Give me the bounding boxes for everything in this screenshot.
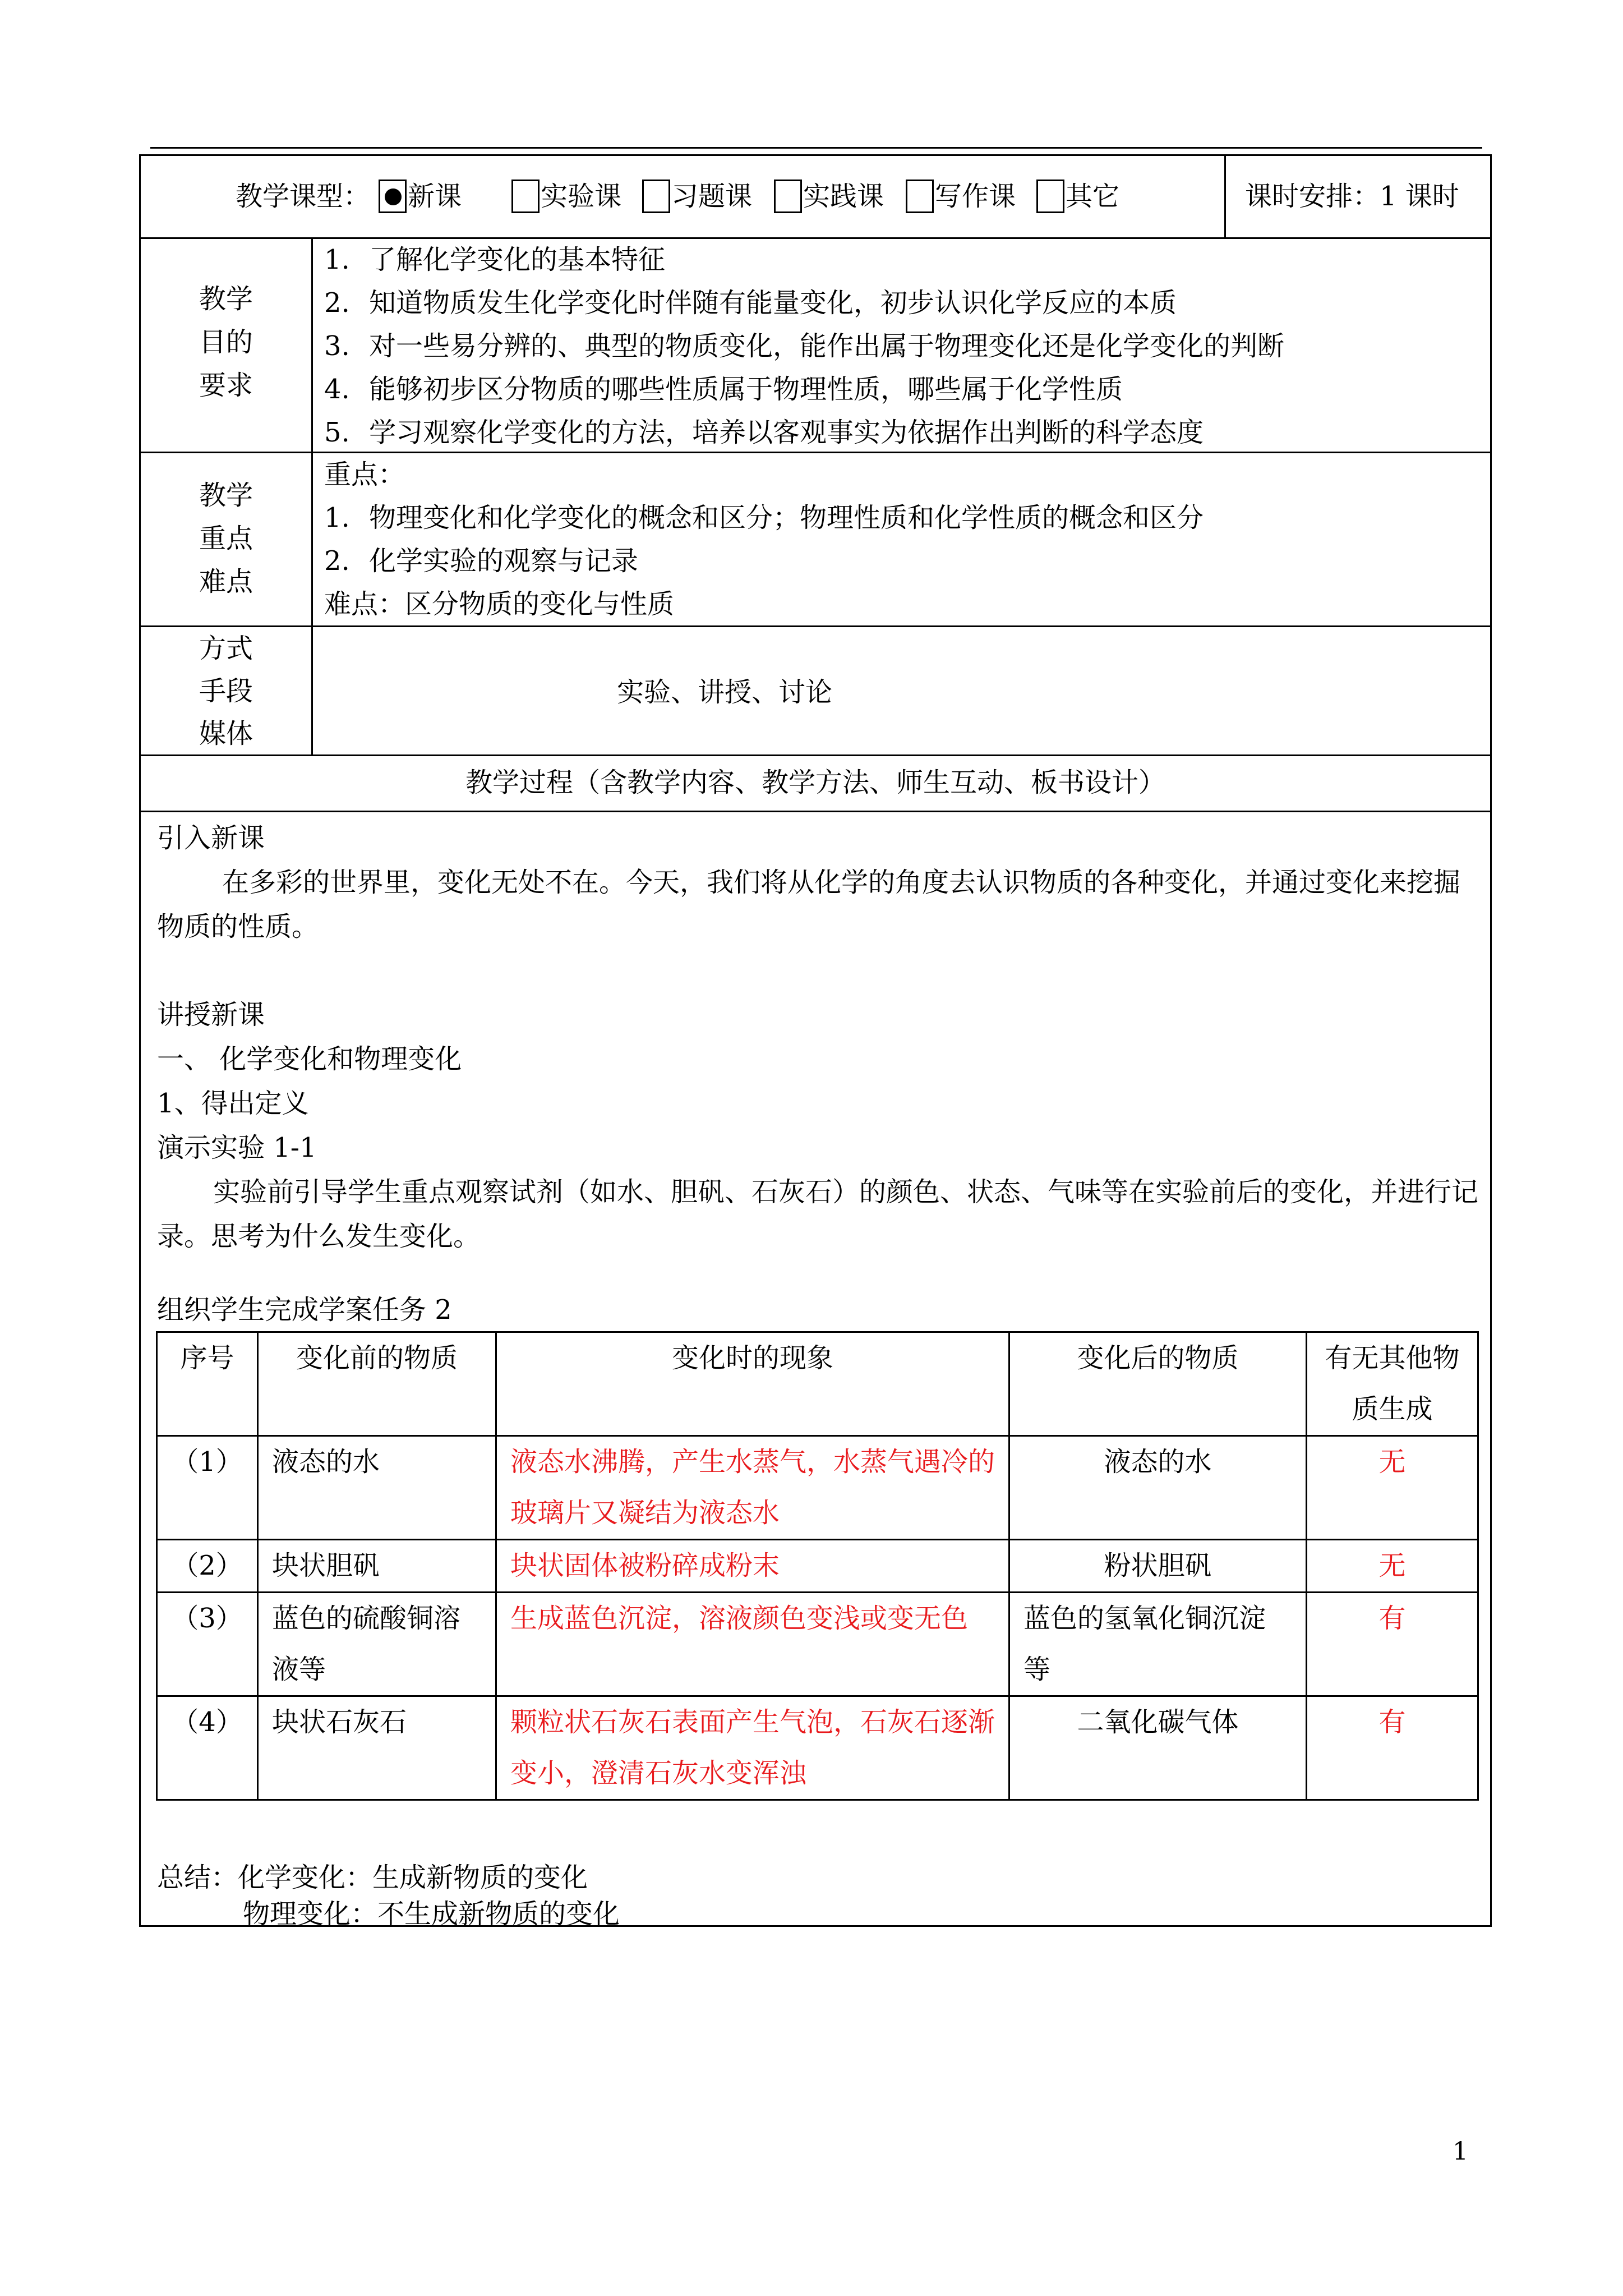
cell-before: 块状胆矾	[258, 1540, 496, 1593]
label-line: 目的	[199, 326, 253, 358]
intro-paragraph: 在多彩的世界里，变化无处不在。今天，我们将从化学的角度去认识物质的各种变化，并通过变化来挖掘物质的性质。	[157, 867, 1461, 942]
cell-after: 粉状胆矾	[1009, 1540, 1307, 1593]
header-rule	[150, 147, 1482, 149]
label-line: 重点	[199, 523, 253, 554]
cell-phenomenon: 块状固体被粉碎成粉末	[496, 1540, 1009, 1593]
demo-heading: 演示实验 1-1	[157, 1132, 317, 1163]
cell-before: 蓝色的硫酸铜溶液等	[258, 1593, 496, 1696]
item-text: 学习观察化学变化的方法，培养以客观事实为依据作出判断的科学态度	[369, 417, 1204, 448]
item-text: 了解化学变化的基本特征	[369, 244, 666, 275]
cell-after: 二氧化碳气体	[1009, 1696, 1307, 1800]
cell-after: 液态的水	[1009, 1436, 1307, 1540]
item-number: 3.	[324, 330, 350, 362]
cell-no: （4）	[157, 1696, 258, 1800]
methods-label	[199, 627, 253, 755]
schedule: 课时安排：1 课时	[1245, 181, 1459, 212]
option-label-exercise-course: 习题课	[671, 181, 753, 212]
summary-line-2: 物理变化：不生成新物质的变化	[243, 1898, 620, 1930]
key-points-heading: 重点：	[324, 459, 405, 490]
label-line: 难点	[199, 566, 253, 597]
label-line: 要求	[199, 370, 253, 401]
header-cell: 序号	[157, 1332, 258, 1436]
cell-new: 有	[1307, 1696, 1478, 1800]
checkbox-practice-course[interactable]	[774, 180, 802, 213]
item-text: 对一些易分辨的、典型的物质变化，能作出属于物理变化还是化学变化的判断	[369, 330, 1285, 362]
objectives-list	[324, 238, 1284, 454]
demo-paragraph: 实验前引导学生重点观察试剂（如水、胆矾、石灰石）的颜色、状态、气味等在实验前后的变化，并进行记录。思考为什么发生变化。	[157, 1176, 1479, 1252]
header-cell: 变化前的物质	[258, 1332, 496, 1436]
checkbox-new-course[interactable]	[379, 180, 407, 213]
item-number: 5.	[324, 417, 350, 448]
column-divider	[1224, 154, 1226, 237]
cell-before: 块状石灰石	[258, 1696, 496, 1800]
checkbox-exercise-course[interactable]	[642, 180, 670, 213]
cell-new: 无	[1307, 1436, 1478, 1540]
cell-after: 蓝色的氢氧化铜沉淀等	[1009, 1593, 1307, 1696]
cell-before: 液态的水	[258, 1436, 496, 1540]
list-item	[324, 282, 1284, 325]
item-number: 2.	[324, 287, 350, 319]
label-line: 方式	[199, 633, 253, 664]
label-line: 手段	[199, 675, 253, 707]
option-label-lab-course: 实验课	[541, 181, 622, 212]
cell-no: （1）	[157, 1436, 258, 1540]
item-number: 4.	[324, 374, 350, 405]
label-line: 媒体	[199, 718, 253, 749]
item-number: 2.	[324, 545, 350, 577]
item-text: 知道物质发生化学变化时伴随有能量变化，初步认识化学反应的本质	[369, 287, 1177, 319]
list-item	[324, 411, 1284, 454]
process-title: 教学过程（含教学内容、教学方法、师生互动、板书设计）	[465, 767, 1165, 798]
checkbox-other-course[interactable]	[1036, 180, 1064, 213]
row-divider	[139, 754, 1492, 756]
checkbox-writing-course[interactable]	[906, 180, 934, 213]
list-item	[324, 496, 1204, 540]
item-text: 化学实验的观察与记录	[369, 545, 639, 577]
cell-phenomenon: 颗粒状石灰石表面产生气泡，石灰石逐渐变小，澄清石灰水变浑浊	[496, 1696, 1009, 1800]
page-number: 1	[1453, 2137, 1468, 2166]
item-text: 物理变化和化学变化的概念和区分；物理性质和化学性质的概念和区分	[369, 502, 1204, 533]
cell-no: （3）	[157, 1593, 258, 1696]
item-text: 能够初步区分物质的哪些性质属于物理性质，哪些属于化学性质	[369, 374, 1123, 405]
observation-table	[156, 1331, 1479, 1801]
column-divider	[311, 237, 313, 754]
list-item	[324, 238, 1284, 282]
cell-new: 有	[1307, 1593, 1478, 1696]
summary-line-1: 总结：化学变化：生成新物质的变化	[157, 1862, 588, 1893]
table-row	[157, 1593, 1478, 1696]
objectives-label	[199, 278, 253, 407]
cell-no: （2）	[157, 1540, 258, 1593]
header-cell: 有无其他物质生成	[1307, 1332, 1478, 1436]
task-text: 组织学生完成学案任务 2	[157, 1294, 452, 1326]
list-item	[324, 325, 1284, 368]
list-item	[324, 368, 1284, 411]
cell-phenomenon: 液态水沸腾，产生水蒸气，水蒸气遇冷的玻璃片又凝结为液态水	[496, 1436, 1009, 1540]
checkbox-lab-course[interactable]	[511, 180, 540, 213]
table-row	[157, 1540, 1478, 1593]
lecture-heading: 讲授新课	[157, 999, 265, 1030]
item-number: 1.	[324, 502, 350, 533]
cell-new: 无	[1307, 1540, 1478, 1593]
option-label-practice-course: 实践课	[803, 181, 884, 212]
option-label-other-course: 其它	[1066, 181, 1120, 212]
header-cell: 变化时的现象	[496, 1332, 1009, 1436]
table-header-row	[157, 1332, 1478, 1436]
course-type-label: 教学课型：	[236, 181, 371, 212]
difficulty-text: 难点：区分物质的变化与性质	[324, 588, 675, 620]
item-number: 1.	[324, 244, 350, 275]
cell-phenomenon: 生成蓝色沉淀，溶液颜色变浅或变无色	[496, 1593, 1009, 1696]
intro-heading: 引入新课	[157, 822, 265, 854]
key-points-label	[199, 474, 253, 604]
option-label-writing-course: 写作课	[935, 181, 1016, 212]
table-row	[157, 1436, 1478, 1540]
row-divider	[139, 811, 1492, 812]
list-item	[324, 540, 1204, 583]
table-row	[157, 1696, 1478, 1800]
selected-dot-icon	[385, 188, 402, 205]
subsection-heading: 1、得出定义	[157, 1088, 309, 1119]
methods-value: 实验、讲授、讨论	[617, 677, 833, 708]
option-label-new-course: 新课	[408, 181, 462, 212]
label-line: 教学	[199, 480, 253, 511]
section-heading: 一、 化学变化和物理变化	[157, 1043, 462, 1075]
header-cell: 变化后的物质	[1009, 1332, 1307, 1436]
key-points-list	[324, 453, 1204, 626]
label-line: 教学	[199, 283, 253, 315]
